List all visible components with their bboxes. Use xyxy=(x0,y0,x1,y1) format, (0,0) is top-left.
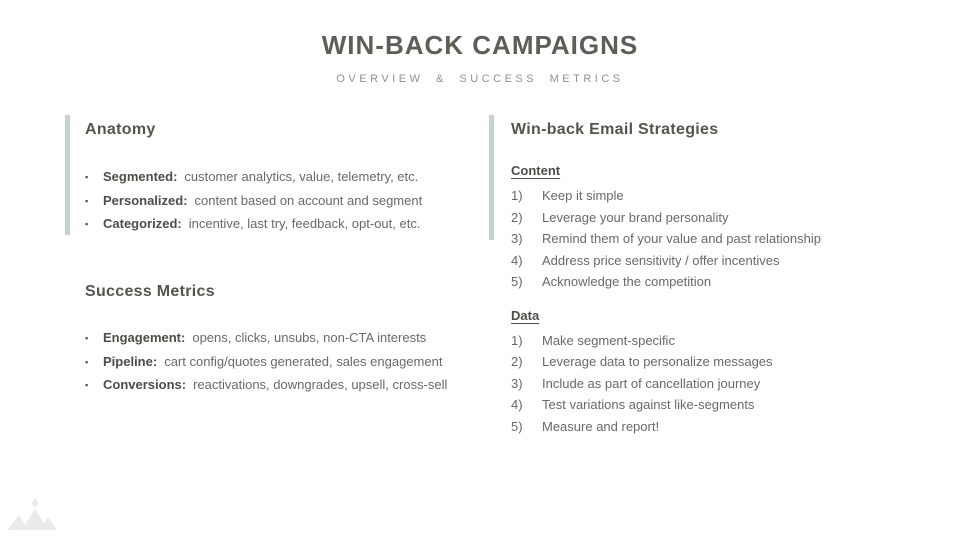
list-item xyxy=(511,418,929,434)
item-number: 3) xyxy=(511,231,523,246)
bullet-text: opens, clicks, unsubs, non-CTA interests xyxy=(192,330,427,345)
section-email-strategies xyxy=(489,115,929,442)
bullet-icon: ▪ xyxy=(85,333,89,343)
item-number: 3) xyxy=(511,375,523,391)
accent-bar xyxy=(489,115,494,240)
list-item xyxy=(511,233,929,246)
section-success-metrics xyxy=(65,277,480,402)
item-text: Acknowledge the competition xyxy=(542,274,712,289)
list-item xyxy=(85,217,480,232)
item-text: Address price sensitivity / offer incentives xyxy=(542,252,780,268)
accent-bar xyxy=(65,115,70,235)
list-item xyxy=(85,331,480,346)
list-item xyxy=(85,378,480,393)
bullet-icon: ▪ xyxy=(85,219,89,229)
list-item xyxy=(511,332,929,348)
group-content xyxy=(511,163,929,289)
item-number: 2) xyxy=(511,354,523,369)
group-heading: Content xyxy=(511,163,561,178)
bullet-label: Pipeline: xyxy=(103,353,158,369)
bullet-label: Categorized: xyxy=(103,216,182,231)
content-numbered-list xyxy=(511,190,929,289)
list-item xyxy=(85,170,480,185)
bullet-text: incentive, last try, feedback, opt-out, etc. xyxy=(188,216,421,231)
section-anatomy xyxy=(65,115,480,241)
group-data xyxy=(511,308,929,434)
data-numbered-list xyxy=(511,332,929,434)
list-item xyxy=(85,355,480,370)
bullet-label: Conversions: xyxy=(103,377,187,392)
mountain-peaks-logo-icon xyxy=(7,496,59,534)
bullet-icon: ▪ xyxy=(85,356,89,367)
item-text: Make segment-specific xyxy=(542,332,675,348)
anatomy-bullet-list xyxy=(85,170,480,232)
item-number: 5) xyxy=(511,418,523,434)
page-subtitle: OVERVIEW & SUCCESS METRICS xyxy=(336,73,624,85)
item-number: 1) xyxy=(511,332,523,348)
item-text: Leverage data to personalize messages xyxy=(542,354,773,369)
item-text: Leverage your brand personality xyxy=(542,209,729,225)
item-text: Measure and report! xyxy=(542,418,660,434)
list-item xyxy=(511,276,929,289)
section-heading: Anatomy xyxy=(85,121,156,138)
list-item xyxy=(511,356,929,369)
item-number: 5) xyxy=(511,274,523,289)
list-item xyxy=(85,194,480,209)
bullet-label: Segmented: xyxy=(103,169,178,184)
bullet-label: Personalized: xyxy=(103,192,188,208)
item-number: 1) xyxy=(511,188,523,203)
section-heading: Win-back Email Strategies xyxy=(511,121,719,138)
bullet-text: reactivations, downgrades, upsell, cross-sell xyxy=(193,377,448,392)
item-text: Keep it simple xyxy=(542,188,624,203)
success-metrics-bullet-list xyxy=(85,331,480,393)
list-item xyxy=(511,399,929,412)
bullet-text: content based on account and segment xyxy=(194,192,423,208)
item-number: 4) xyxy=(511,252,523,268)
list-item xyxy=(511,375,929,391)
item-number: 2) xyxy=(511,209,523,225)
item-number: 4) xyxy=(511,397,523,412)
item-text: Test variations against like-segments xyxy=(542,397,755,412)
item-text: Remind them of your value and past relationship xyxy=(542,231,821,246)
group-heading: Data xyxy=(511,307,540,323)
bullet-label: Engagement: xyxy=(103,330,186,345)
list-item xyxy=(511,190,929,203)
item-text: Include as part of cancellation journey xyxy=(542,375,761,391)
bullet-icon: ▪ xyxy=(85,172,89,182)
page-title: WIN-BACK CAMPAIGNS xyxy=(321,30,639,60)
bullet-icon: ▪ xyxy=(85,195,89,206)
list-item xyxy=(511,209,929,225)
list-item xyxy=(511,252,929,268)
bullet-text: cart config/quotes generated, sales engagement xyxy=(164,353,443,369)
bullet-icon: ▪ xyxy=(85,380,89,390)
bullet-text: customer analytics, value, telemetry, etc. xyxy=(184,169,419,184)
slide-header xyxy=(0,30,960,85)
section-heading: Success Metrics xyxy=(85,283,215,300)
